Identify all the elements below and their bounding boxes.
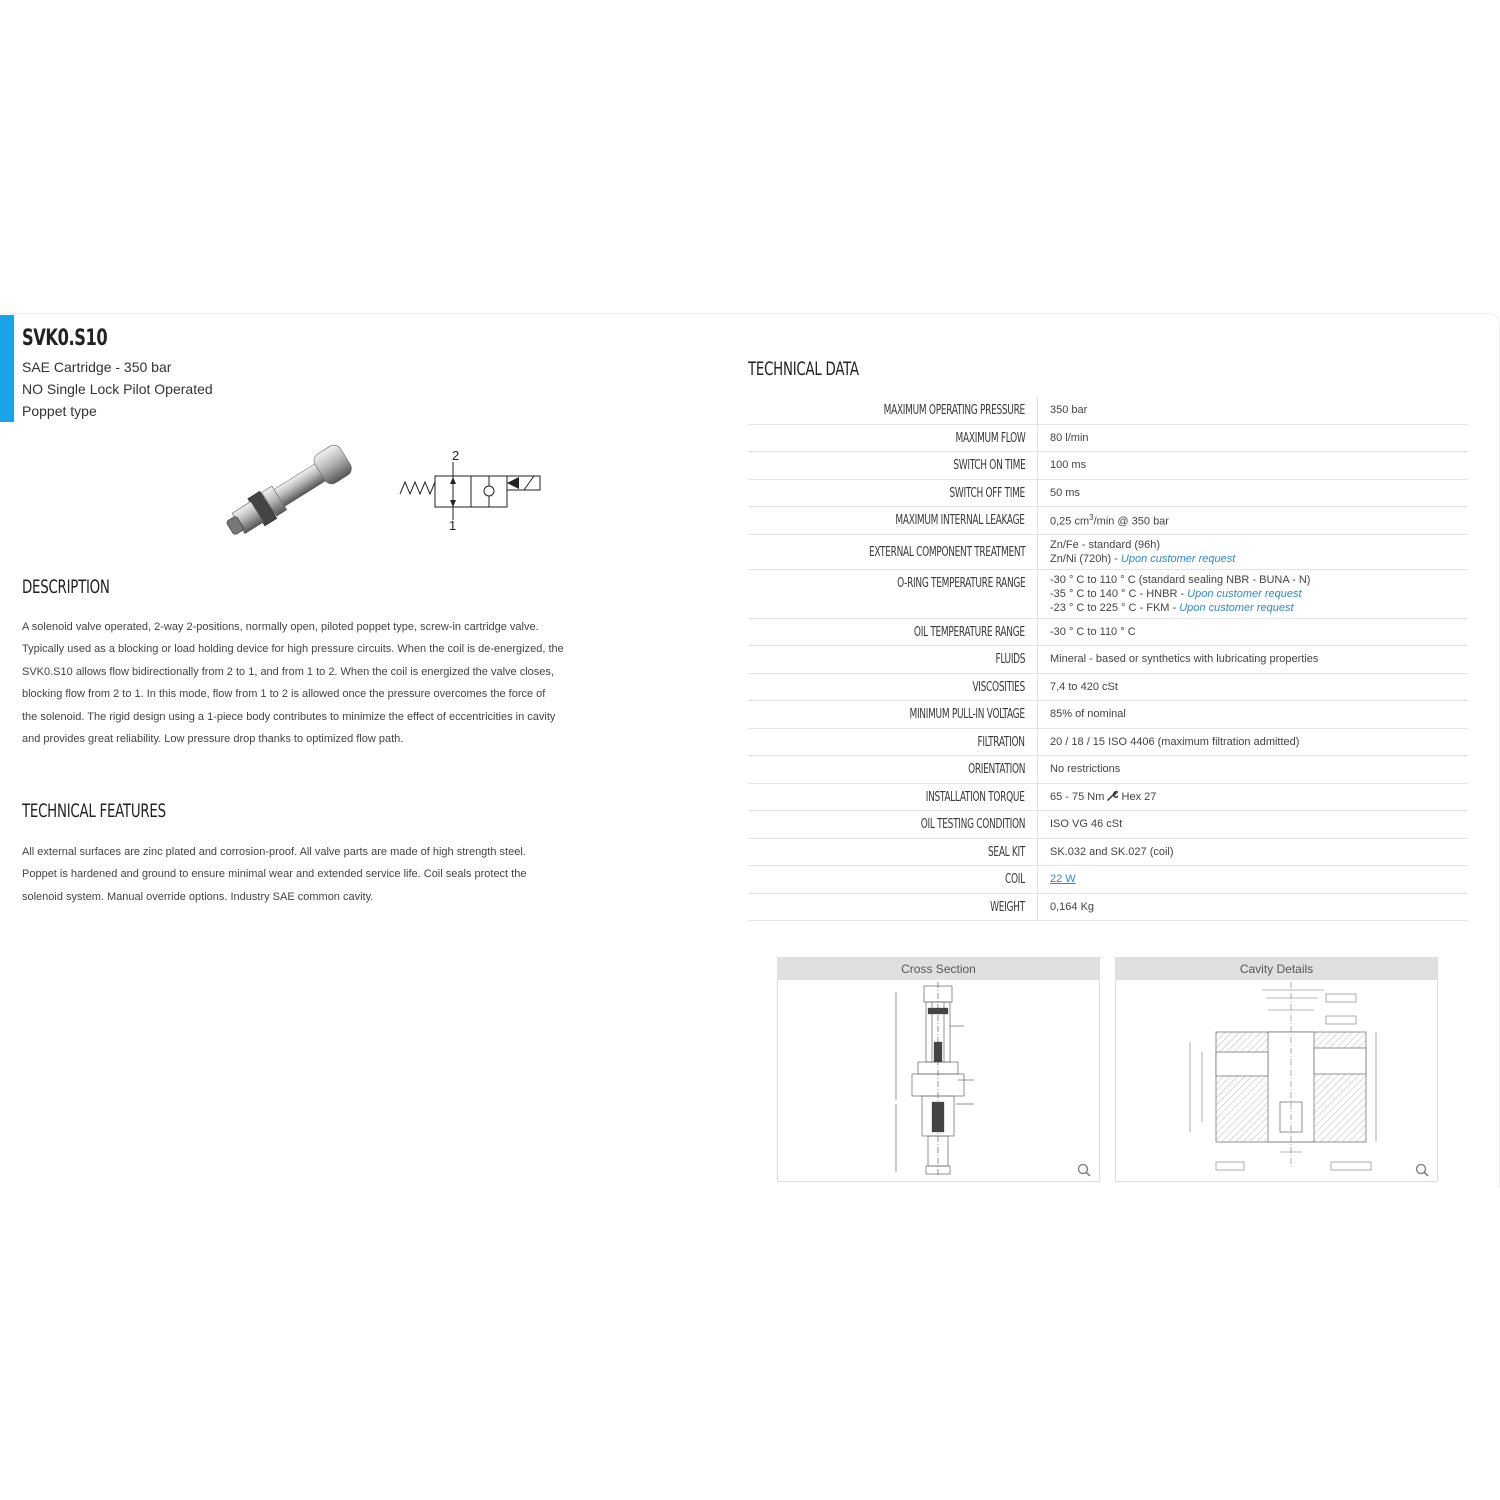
spec-value bbox=[1050, 790, 1156, 804]
features-text bbox=[22, 841, 612, 908]
spec-label: MINIMUM PULL-IN VOLTAGE bbox=[909, 706, 1025, 723]
search-icon[interactable] bbox=[1077, 1163, 1091, 1177]
spec-value-part: -35 ° C to 140 ° C - HNBR - bbox=[1050, 587, 1188, 600]
technical-data-heading: TECHNICAL DATA bbox=[748, 358, 859, 380]
spec-label: SWITCH ON TIME bbox=[952, 457, 1025, 474]
description-line: Typically used as a blocking or load holding device for high pressure circuits. When the coil is de-energized, the bbox=[22, 643, 564, 656]
spec-value bbox=[1050, 511, 1169, 529]
spec-label: OIL TEMPERATURE RANGE bbox=[914, 623, 1025, 640]
product-image bbox=[215, 438, 370, 543]
accent-bar bbox=[0, 315, 14, 422]
cavity-details-figure[interactable] bbox=[1115, 957, 1438, 1182]
table-row bbox=[748, 452, 1468, 480]
spec-value: -30 ° C to 110 ° C (standard sealing NBR - BUNA - N) bbox=[1050, 573, 1311, 586]
product-subtitle-1: SAE Cartridge - 350 bar bbox=[22, 359, 172, 375]
spec-label: FILTRATION bbox=[977, 733, 1025, 750]
table-row bbox=[748, 646, 1468, 674]
spec-value-part: /min @ 350 bar bbox=[1093, 516, 1169, 529]
spec-label: SWITCH OFF TIME bbox=[949, 484, 1025, 501]
spec-value-part: -23 ° C to 225 ° C - FKM - bbox=[1050, 601, 1180, 614]
spec-value: 7,4 to 420 cSt bbox=[1050, 680, 1118, 693]
description-line: and provides great reliability. Low pressure drop thanks to optimized flow path. bbox=[22, 733, 404, 746]
spec-label: SEAL KIT bbox=[987, 843, 1025, 860]
table-row bbox=[748, 756, 1468, 784]
spec-label: MAXIMUM INTERNAL LEAKAGE bbox=[895, 512, 1025, 529]
table-row bbox=[748, 397, 1468, 425]
spec-label: ORIENTATION bbox=[967, 761, 1025, 778]
technical-data-table bbox=[748, 397, 1468, 921]
features-line: All external surfaces are zinc plated and corrosion-proof. All valve parts are made of high strength steel. bbox=[22, 846, 526, 858]
table-row bbox=[748, 866, 1468, 894]
product-subtitle-3: Poppet type bbox=[22, 403, 97, 419]
spec-value-part: Zn/Ni (720h) - bbox=[1050, 552, 1121, 565]
spec-value bbox=[1050, 601, 1310, 615]
spec-label: O-RING TEMPERATURE RANGE bbox=[896, 574, 1025, 591]
customer-request-link[interactable]: Upon customer request bbox=[1120, 552, 1236, 565]
description-line: SVK0.S10 allows flow bidirectionally from 2 to 1, and from 1 to 2. When the coil is energized the valve closes, bbox=[22, 665, 554, 678]
table-row bbox=[748, 811, 1468, 839]
spec-value bbox=[1050, 552, 1235, 566]
spec-value: 100 ms bbox=[1050, 459, 1087, 472]
cross-section-drawing bbox=[888, 982, 988, 1177]
spec-label: FLUIDS bbox=[995, 651, 1025, 668]
cross-section-figure[interactable] bbox=[777, 957, 1100, 1182]
table-row bbox=[748, 894, 1468, 922]
spec-value-part: Hex 27 bbox=[1121, 790, 1157, 803]
spec-value: 350 bar bbox=[1050, 404, 1088, 417]
table-row bbox=[748, 784, 1468, 812]
spec-label: WEIGHT bbox=[990, 898, 1025, 915]
hydraulic-symbol bbox=[396, 446, 546, 534]
description-line: blocking flow from 2 to 1. In this mode, flow from 1 to 2 is allowed once the pressure overcomes the force of bbox=[22, 688, 546, 701]
customer-request-link[interactable]: Upon customer request bbox=[1179, 601, 1294, 614]
spec-value: ISO VG 46 cSt bbox=[1050, 818, 1123, 831]
table-row bbox=[748, 674, 1468, 702]
table-row bbox=[748, 570, 1468, 619]
table-row bbox=[748, 480, 1468, 508]
description-heading: DESCRIPTION bbox=[22, 576, 110, 598]
spec-value: Zn/Fe - standard (96h) bbox=[1050, 538, 1161, 551]
features-heading: TECHNICAL FEATURES bbox=[22, 800, 166, 822]
table-row bbox=[748, 535, 1468, 570]
description-line: the solenoid. The rigid design using a 1-piece body contributes to minimize the effect of eccentricities in cavity bbox=[22, 710, 556, 723]
product-subtitle-2: NO Single Lock Pilot Operated bbox=[22, 381, 213, 397]
port-label-top: 2 bbox=[452, 448, 460, 463]
spec-value bbox=[1050, 587, 1310, 601]
spec-value: No restrictions bbox=[1050, 763, 1121, 776]
cavity-drawing bbox=[1176, 982, 1386, 1177]
spec-label: INSTALLATION TORQUE bbox=[926, 788, 1025, 805]
spec-value: -30 ° C to 110 ° C bbox=[1050, 625, 1136, 638]
description-text bbox=[22, 616, 612, 750]
spec-value: 80 l/min bbox=[1050, 431, 1089, 444]
spec-label: EXTERNAL COMPONENT TREATMENT bbox=[868, 543, 1025, 560]
customer-request-link[interactable]: Upon customer request bbox=[1187, 587, 1302, 600]
spec-value: 20 / 18 / 15 ISO 4406 (maximum filtration admitted) bbox=[1050, 735, 1300, 748]
spec-label: MAXIMUM OPERATING PRESSURE bbox=[883, 402, 1025, 419]
description-line: A solenoid valve operated, 2-way 2-positions, normally open, piloted poppet type, screw-in cartridge valve. bbox=[22, 621, 539, 633]
table-row bbox=[748, 619, 1468, 647]
search-icon[interactable] bbox=[1415, 1163, 1429, 1177]
spec-label: COIL bbox=[1005, 871, 1025, 888]
product-code: SVK0.S10 bbox=[22, 326, 108, 351]
coil-link[interactable]: 22 W bbox=[1050, 873, 1076, 886]
spec-label: OIL TESTING CONDITION bbox=[920, 816, 1025, 833]
spec-value: 50 ms bbox=[1050, 486, 1080, 499]
table-row bbox=[748, 425, 1468, 453]
spec-value: Mineral - based or synthetics with lubricating properties bbox=[1050, 653, 1319, 666]
spec-value: 0,164 Kg bbox=[1050, 900, 1095, 913]
spec-value: 85% of nominal bbox=[1050, 708, 1126, 721]
spec-value-part: 0,25 cm bbox=[1050, 516, 1090, 529]
table-row bbox=[748, 507, 1468, 535]
table-row bbox=[748, 701, 1468, 729]
port-label-bottom: 1 bbox=[449, 518, 457, 533]
cavity-details-title: Cavity Details bbox=[1116, 958, 1437, 980]
features-line: solenoid system. Manual override options. Industry SAE common cavity. bbox=[22, 890, 374, 903]
wrench-icon bbox=[1107, 790, 1118, 801]
spec-label: VISCOSITIES bbox=[972, 678, 1025, 695]
table-row bbox=[748, 839, 1468, 867]
spec-value: SK.032 and SK.027 (coil) bbox=[1050, 845, 1174, 858]
table-row bbox=[748, 729, 1468, 757]
cross-section-title: Cross Section bbox=[778, 958, 1099, 980]
superscript: 3 bbox=[1089, 513, 1094, 523]
features-line: Poppet is hardened and ground to ensure minimal wear and extended service life. Coil seals protect the bbox=[22, 868, 527, 881]
spec-value-part: 65 - 75 Nm bbox=[1050, 790, 1105, 803]
spec-label: MAXIMUM FLOW bbox=[955, 429, 1025, 446]
